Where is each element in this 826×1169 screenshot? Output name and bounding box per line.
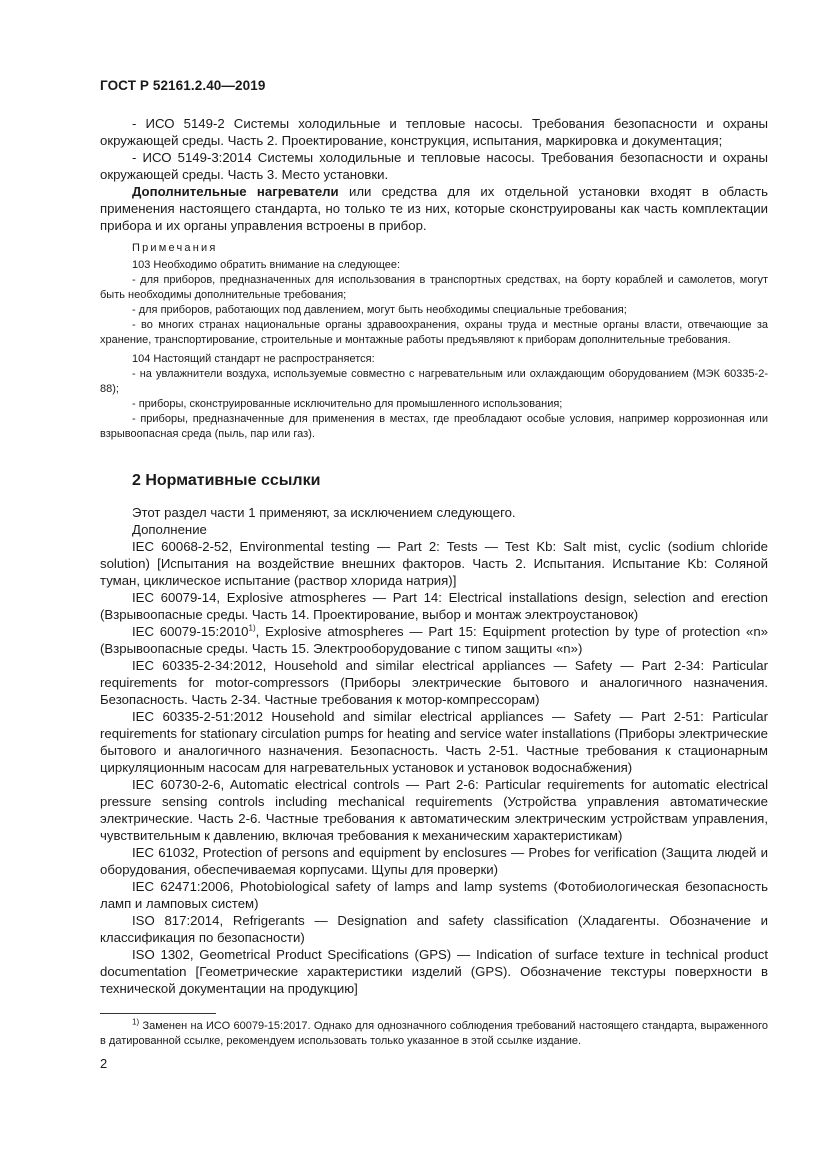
- reference-text: , Explosive atmospheres — Part 15: Equipment protection by type of protection «n» (Взрывоопасные среды. Часть 15. Электрооборудование с типом защиты «n»): [100, 624, 768, 656]
- footnote-text: Заменен на ИСО 60079-15:2017. Однако для однозначного соблюдения требований настоящего стандарта, выраженного в датированной ссылке, рекомендуем использовать только указанное в этой ссылке издание.: [100, 1020, 768, 1047]
- note-103-line: - для приборов, предназначенных для использования в транспортных средствах, на борту кораблей и самолетов, могут быть необходимы дополнительные требования;: [100, 274, 768, 301]
- heaters-text: или средства для их отдельной установки входят в область применения настоящего стандарта, но только те из них, которые сконструированы как часть комплектации прибора и их органы управления встроены в прибор.: [100, 184, 769, 233]
- section-2-heading: 2 Нормативные ссылки: [132, 472, 321, 489]
- reference-item: IEC 60079-14, Explosive atmospheres — Part 14: Electrical installations design, selection and erection (Взрывоопасные среды. Часть 14. Проектирование, выбор и монтаж электроустановок): [100, 590, 768, 622]
- section-2-intro: Этот раздел части 1 применяют, за исключением следующего.: [132, 505, 516, 520]
- paragraph-iso-5149-3: - ИСО 5149-3:2014 Системы холодильные и тепловые насосы. Требования безопасности и охраны окружающей среды. Часть 3. Место установки.: [100, 150, 768, 182]
- footnote-separator: [100, 1013, 216, 1014]
- note-104-line: - на увлажнители воздуха, используемые совместно с нагревательным или охлаждающим оборудованием (МЭК 60335-2-88);: [100, 368, 768, 395]
- document-header: ГОСТ Р 52161.2.40—2019: [100, 78, 266, 93]
- note-103-line: - во многих странах национальные органы здравоохранения, охраны труда и местные органы власти, отвечающие за хранение, транспортирование, строительные и монтажные работы предъявляют к приборам дополнительные требования.: [100, 319, 768, 346]
- reference-item: IEC 62471:2006, Photobiological safety of lamps and lamp systems (Фотобиологическая безопасность ламп и ламповых систем): [100, 879, 768, 911]
- reference-item: IEC 60068-2-52, Environmental testing — Part 2: Tests — Test Kb: Salt mist, cyclic (sodium chloride solution) [Испытания на воздействие внешних факторов. Часть 2. Испытания. Испытание Kb: Соляной туман, циклическое испытание (раствор хлорида натрия)]: [100, 539, 768, 588]
- note-104-line: 104 Настоящий стандарт не распространяется:: [132, 353, 375, 365]
- reference-item: ISO 817:2014, Refrigerants — Designation and safety classification (Хладагенты. Обозначение и классификация по безопасности): [100, 913, 768, 945]
- reference-item: ISO 1302, Geometrical Product Specifications (GPS) — Indication of surface texture in technical product documentation [Геометрические характеристики изделий (GPS). Обозначение текстуры поверхности в технической документации на продукцию]: [100, 947, 768, 996]
- footnote-mark: 1): [132, 1017, 140, 1027]
- footnote: [100, 1019, 768, 1049]
- reference-item: IEC 60730-2-6, Automatic electrical controls — Part 2-6: Particular requirements for automatic electrical pressure sensing controls including mechanical requirements (Устройства управления автоматические электрические. Часть 2-6. Частные требования к автоматическим электрическим устройствам управления, чувствительным к давлению, включая требования к механическим характеристикам): [100, 777, 768, 843]
- reference-item: IEC 61032, Protection of persons and equipment by enclosures — Probes for verification (Защита людей и оборудования, обеспечиваемая корпусами. Щупы для проверки): [100, 845, 768, 877]
- page-body: [100, 115, 768, 997]
- note-104-line: - приборы, предназначенные для применения в местах, где преобладают особые условия, например коррозионная или взрывоопасная среда (пыль, пар или газ).: [100, 413, 768, 440]
- note-103-line: 103 Необходимо обратить внимание на следующее:: [132, 259, 401, 271]
- notes-title: Примечания: [132, 242, 218, 254]
- note-103-line: - для приборов, работающих под давлением, могут быть необходимы специальные требования;: [132, 304, 627, 316]
- reference-item: IEC 60335-2-34:2012, Household and similar electrical appliances — Safety — Part 2-34: Particular requirements for motor-compressors (Приборы электрические бытового и аналогичного назначения. Безопасность. Часть 2-34. Частные требования к мотор-компрессорам): [100, 658, 768, 707]
- reference-text: IEC 60079-15:2010: [132, 624, 249, 639]
- paragraph-iso-5149-2: - ИСО 5149-2 Системы холодильные и тепловые насосы. Требования безопасности и охраны окружающей среды. Часть 2. Проектирование, конструкция, испытания, маркировка и документация;: [100, 116, 768, 148]
- reference-item: IEC 60335-2-51:2012 Household and similar electrical appliances — Safety — Part 2-51: Particular requirements for stationary circulation pumps for heating and service water installations (Приборы электрические бытового и аналогичного назначения. Безопасность. Часть 2-51. Частные требования к стационарным циркуляционным насосам для нагревательных установок и установок водоснабжения): [100, 709, 768, 775]
- note-104-line: - приборы, сконструированные исключительно для промышленного использования;: [132, 398, 563, 410]
- page-number: 2: [100, 1056, 108, 1071]
- section-2-addition: Дополнение: [132, 522, 207, 537]
- reference-item: [100, 623, 768, 657]
- heaters-term: Дополнительные нагреватели: [132, 184, 339, 199]
- paragraph-heaters: [100, 183, 768, 234]
- footnote-ref: 1): [248, 623, 256, 633]
